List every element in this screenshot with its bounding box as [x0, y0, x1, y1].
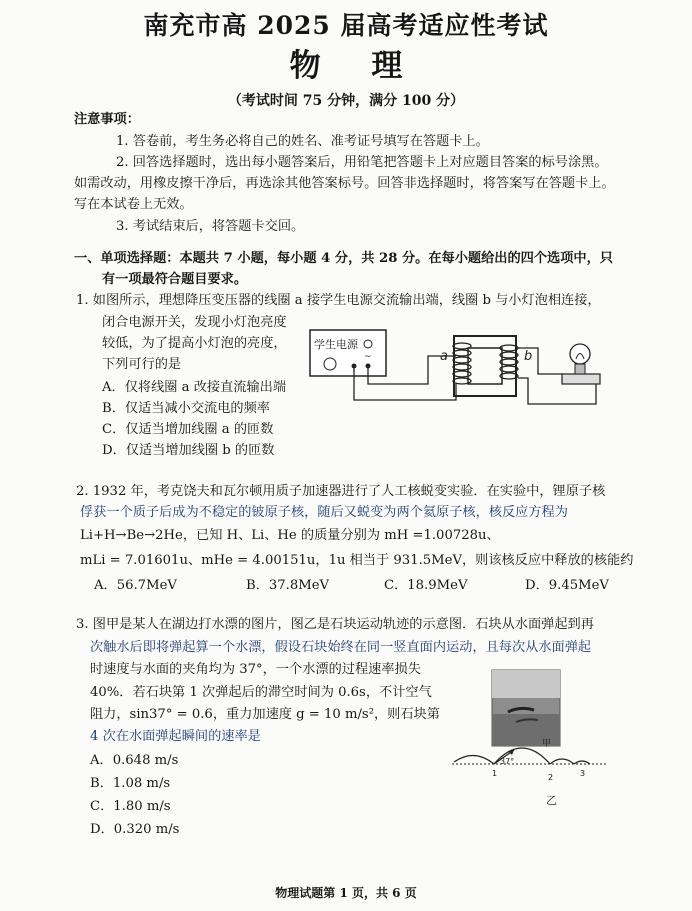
q3-option-a: A．0.648 m/s	[90, 753, 179, 768]
q1-transformer-figure	[306, 326, 606, 412]
exam-title: 南充市高 2025 届高考适应性考试	[143, 11, 549, 40]
q1-option-a: A．仅将线圈 a 改接直流输出端	[102, 380, 287, 395]
bounce-point-3: 3	[580, 769, 586, 778]
trajectory-arc	[454, 755, 494, 764]
trajectory-arc	[550, 759, 574, 764]
power-supply-label: 学生电源	[314, 338, 358, 351]
svg-text:~: ~	[364, 352, 372, 362]
skipping-stone-photo	[492, 670, 560, 746]
light-bulb-icon	[562, 344, 600, 384]
q3-line5: 阻力，sin37° = 0.6，重力加速度 g = 10 m/s²，则石块第	[90, 707, 440, 722]
q2-option-a: A．56.7MeV	[94, 578, 177, 593]
page-footer: 物理试题第 1 页，共 6 页	[275, 886, 417, 900]
q1-option-b: B．仅适当减小交流电的频率	[102, 401, 270, 416]
notice-item-1: 1. 答卷前，考生务必将自己的姓名、准考证号填写在答题卡上。	[116, 134, 489, 149]
q2-line1: 2. 1932 年，考克饶夫和瓦尔顿用质子加速器进行了人工核蜕变实验．在实验中，锂原子核	[76, 484, 606, 499]
q1-option-c: C．仅适当增加线圈 a 的匝数	[102, 422, 274, 437]
q1-line4: 下列可行的是	[102, 357, 182, 372]
q3-line4: 40%．若石块第 1 次弹起后的滞空时间为 0.6s，不计空气	[90, 685, 432, 700]
q3-line1: 3. 图甲是某人在湖边打水漂的图片，图乙是石块运动轨迹的示意图．石块从水面弹起到再	[76, 617, 594, 632]
q2-equation-line: Li+H→Be→2He，已知 H、Li、He 的质量分别为 mH =1.00728u、	[80, 528, 500, 543]
student-power-supply	[310, 330, 386, 376]
q3-line6: 4 次在水面弹起瞬间的速率是	[90, 729, 261, 744]
q1-option-d: D．仅适当增加线圈 b 的匝数	[102, 443, 275, 458]
coil-a-label: a	[440, 349, 448, 364]
section1-line2: 有一项最符合题目要求。	[102, 272, 248, 287]
subject-title: 物 理	[289, 48, 423, 84]
q2-option-b: B．37.8MeV	[246, 578, 330, 593]
q3-figure	[450, 668, 610, 814]
figure-yi-label: 乙	[546, 794, 557, 807]
notice-item-2-line1: 2. 回答选择题时，选出每小题答案后，用铅笔把答题卡上对应题目答案的标号涂黑。	[116, 155, 608, 170]
terminal-icon	[366, 364, 371, 369]
section1-line1: 一、单项选择题：本题共 7 小题，每小题 4 分，共 28 分。在每小题给出的四个选项中，只	[74, 251, 613, 266]
bounce-point-1: 1	[492, 769, 498, 778]
notice-item-2-line2: 如需改动，用橡皮擦干净后，再选涂其他答案标号。回答非选择题时，将答案写在答题卡上。	[74, 176, 615, 191]
q3-line3: 时速度与水面的夹角均为 37°，一个水漂的过程速率损失	[90, 662, 421, 677]
q1-line1: 1. 如图所示，理想降压变压器的线圈 a 接学生电源交流输出端，线圈 b 与小灯泡相连接，	[76, 293, 601, 308]
q2-line2: 俘获一个质子后成为不稳定的铍原子核，随后又蜕变为两个氦原子核，核反应方程为	[80, 505, 568, 520]
exam-info: （考试时间 75 分钟，满分 100 分）	[227, 93, 465, 109]
angle-label: 37°	[500, 757, 515, 766]
bounce-point-2: 2	[548, 773, 554, 782]
terminal-icon	[352, 364, 357, 369]
notice-item-2-line3: 写在本试卷上无效。	[74, 197, 193, 212]
q2-line4: mLi = 7.01601u、mHe = 4.00151u，1u 相当于 931.5MeV，则该核反应中释放的核能约	[80, 553, 634, 568]
figure-jia-label: 甲	[542, 739, 552, 749]
q1-line2: 闭合电源开关，发现小灯泡亮度	[102, 315, 287, 330]
notice-item-3: 3. 考试结束后，将答题卡交回。	[116, 219, 305, 234]
q2-option-c: C．18.9MeV	[384, 578, 468, 593]
coil-b-label: b	[524, 349, 533, 364]
q2-option-d: D．9.45MeV	[525, 578, 609, 593]
q3-option-d: D．0.320 m/s	[90, 822, 180, 837]
notice-heading: 注意事项：	[74, 112, 140, 127]
q3-option-b: B．1.08 m/s	[90, 776, 171, 791]
q3-line2: 次触水后即将弹起算一个水漂，假设石块始终在同一竖直面内运动，且每次从水面弹起	[90, 640, 592, 655]
q1-line3: 较低，为了提高小灯泡的亮度，	[102, 336, 287, 351]
q3-option-c: C．1.80 m/s	[90, 799, 171, 814]
